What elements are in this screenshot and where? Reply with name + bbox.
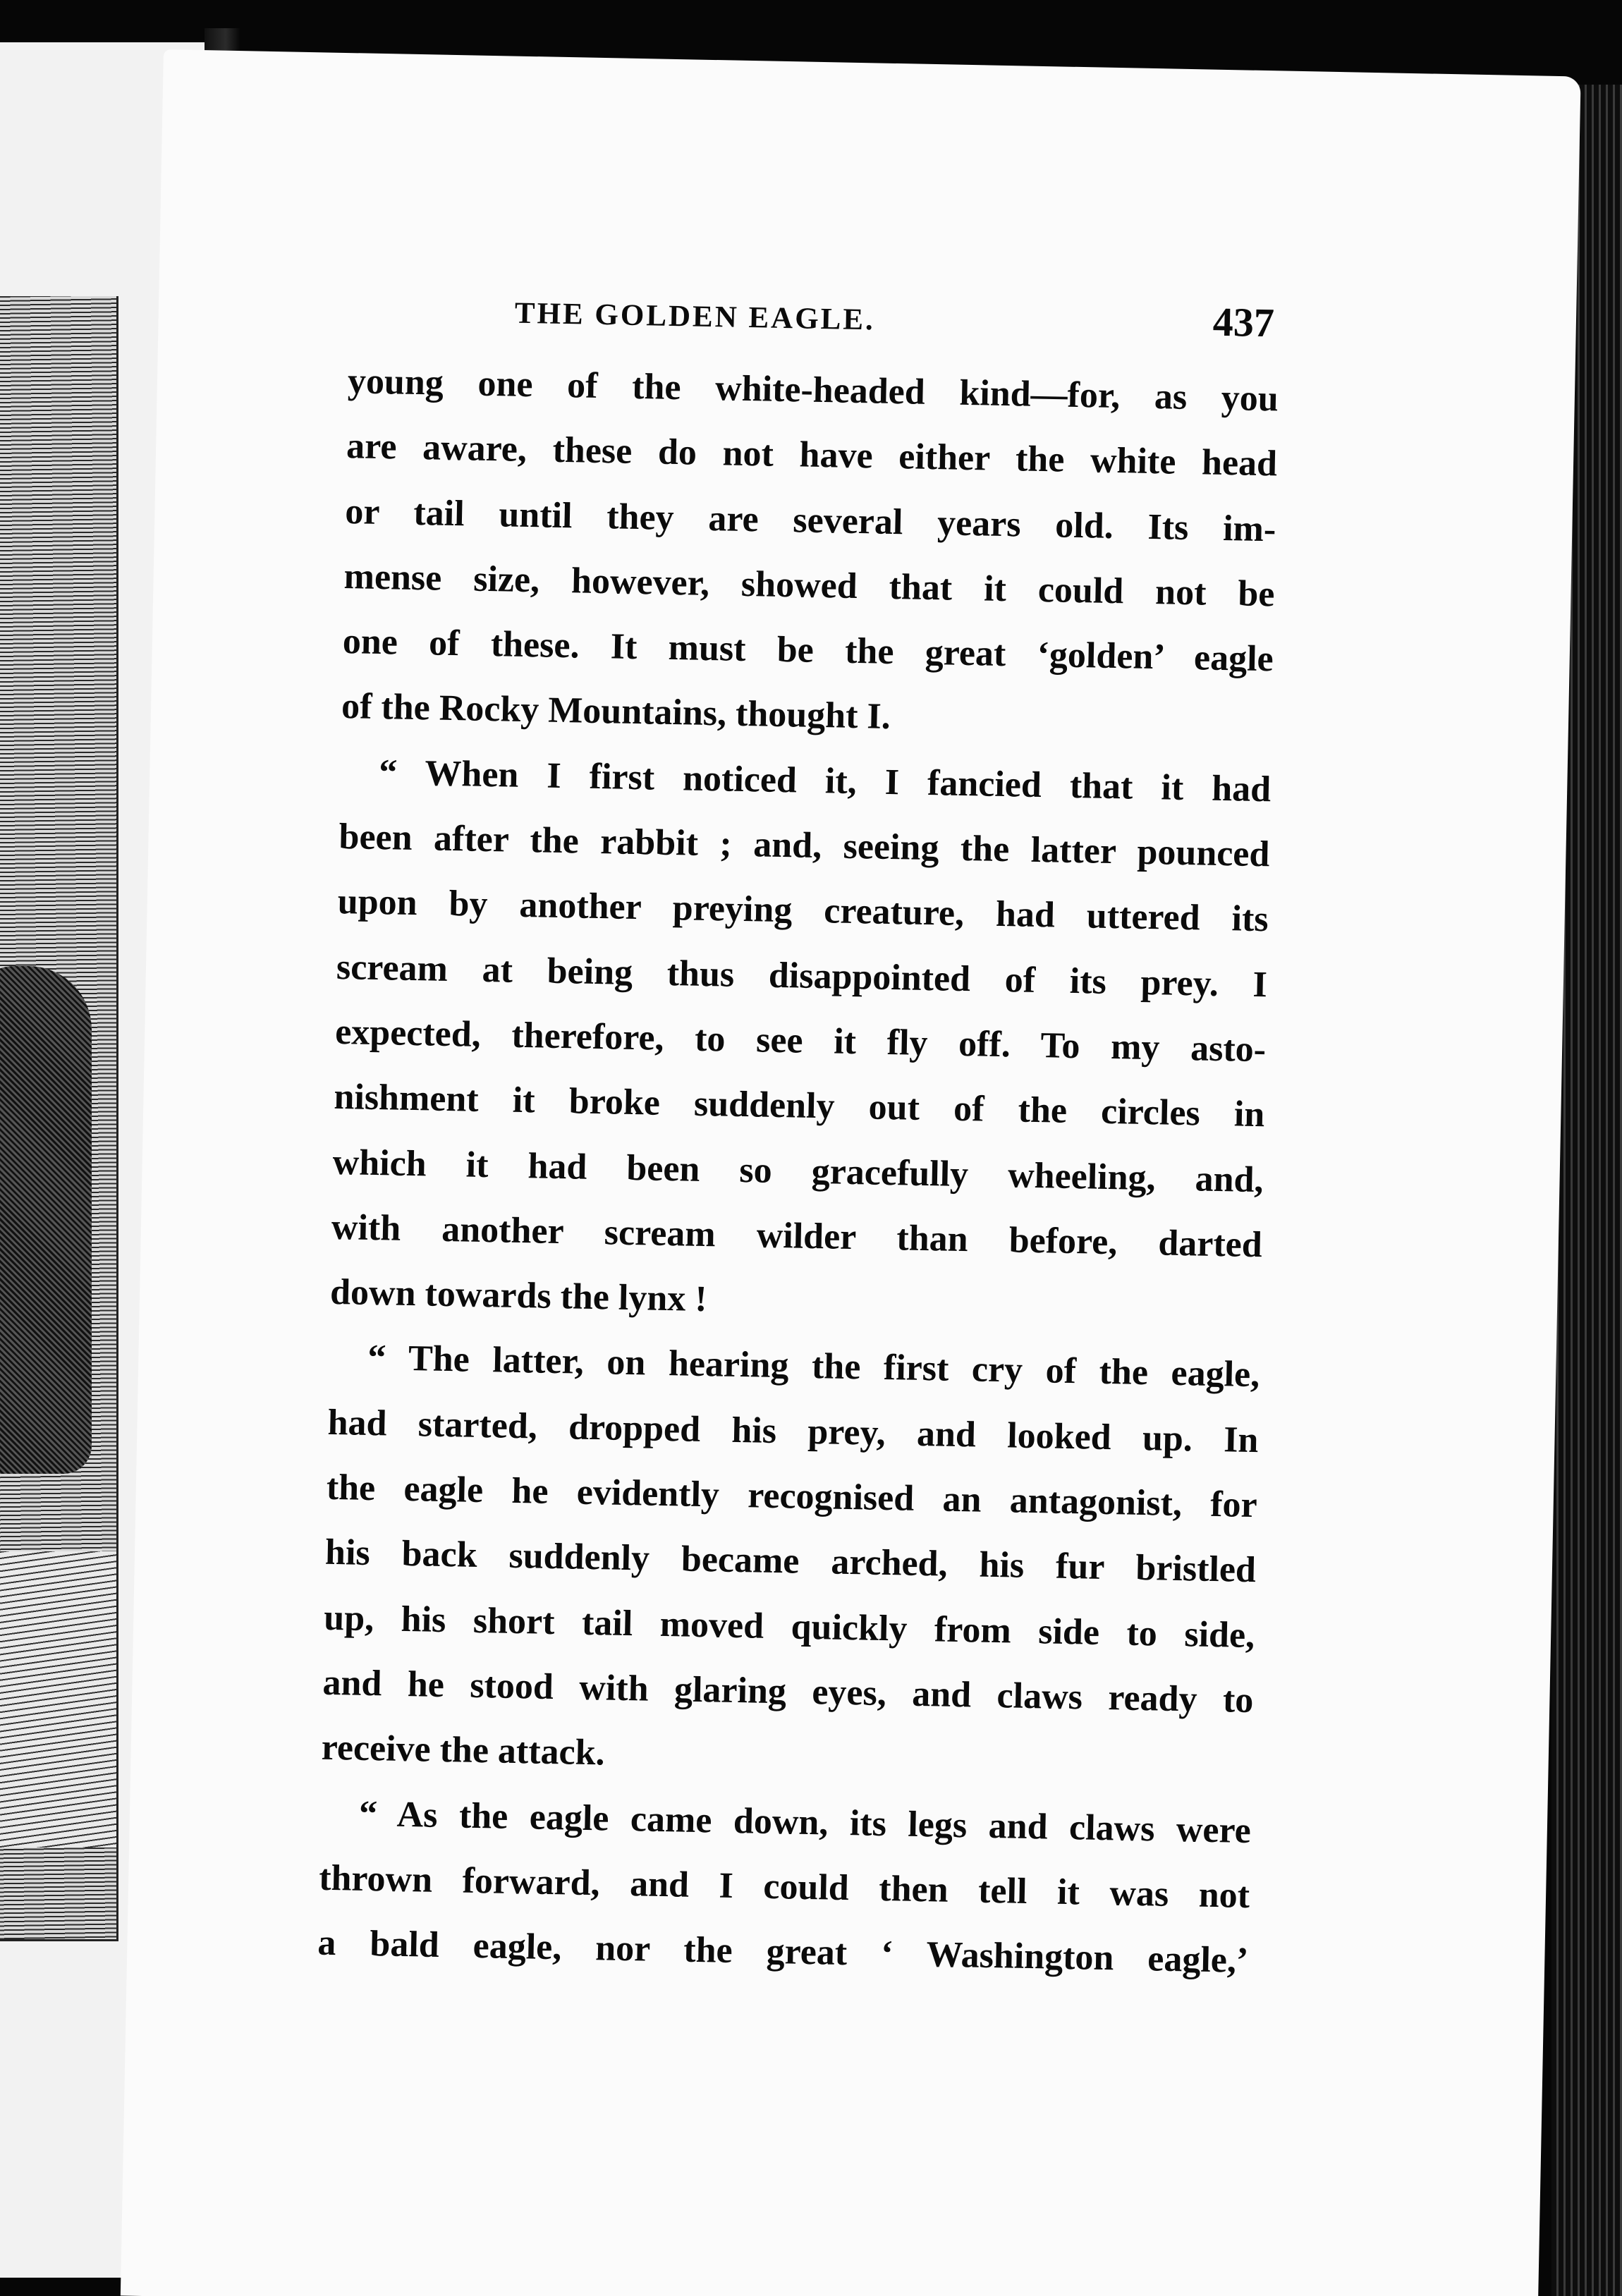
text-line: of the Rocky Mountains, thought I. (341, 686, 891, 738)
text-line: scream at being thus disappointed of its prey. I (336, 946, 1268, 1005)
lynx-engraving-figure (0, 966, 92, 1474)
text-line: up, his short tail moved quickly from side to side, (323, 1597, 1255, 1656)
text-line: which it had been so gracefully wheeling, and, (332, 1142, 1264, 1200)
text-line: had started, dropped his prey, and looked up. In (327, 1402, 1259, 1460)
paragraph-2 (329, 740, 1272, 1343)
text-line: or tail until they are several years old. Its im- (344, 491, 1276, 549)
text-line: and he stood with glaring eyes, and claws ready to (322, 1662, 1254, 1721)
text-line: “ The latter, on hearing the first cry of the eagle, (367, 1338, 1260, 1396)
text-line: young one of the white-headed kind—for, as you (347, 361, 1279, 420)
text-line: receive the attack. (321, 1727, 606, 1773)
engraving-illustration (0, 296, 118, 1941)
text-line: are aware, these do not have either the white head (346, 426, 1278, 484)
text-line: “ When I first noticed it, I fancied that it had (378, 752, 1272, 810)
text-line: with another scream wilder than before, darted (331, 1207, 1263, 1266)
engraving-ground-hatching (0, 1551, 116, 1848)
text-line: down towards the lynx ! (329, 1272, 708, 1320)
paragraph-1 (341, 349, 1279, 757)
text-line: upon by another preying creature, had uttered its (337, 881, 1269, 940)
text-line: been after the rabbit ; and, seeing the latter pounced (339, 817, 1270, 875)
paragraph-4 (317, 1781, 1252, 1993)
text-line: the eagle he evidently recognised an antagonist, for (326, 1467, 1258, 1526)
text-line: his back suddenly became arched, his fur bristled (324, 1532, 1257, 1591)
text-line: mense size, however, showed that it could not be (343, 556, 1276, 615)
page-number: 437 (1212, 298, 1275, 346)
paragraph-3 (321, 1325, 1260, 1798)
text-line: one of these. It must be the great ‘golden’ eagle (342, 621, 1274, 680)
page-text-block (317, 279, 1281, 1993)
text-line: thrown forward, and I could then tell it was not (318, 1857, 1250, 1916)
running-head: THE GOLDEN EAGLE. (514, 296, 876, 337)
text-line: expected, therefore, to see it fly off. To my asto- (334, 1011, 1267, 1070)
text-line: nishment it broke suddenly out of the circles in (333, 1077, 1265, 1135)
text-line: a bald eagle, nor the great ‘ Washington eagle,’ (317, 1922, 1249, 1981)
text-line: “ As the eagle came down, its legs and claws were (358, 1793, 1252, 1851)
printed-page (121, 49, 1581, 2296)
